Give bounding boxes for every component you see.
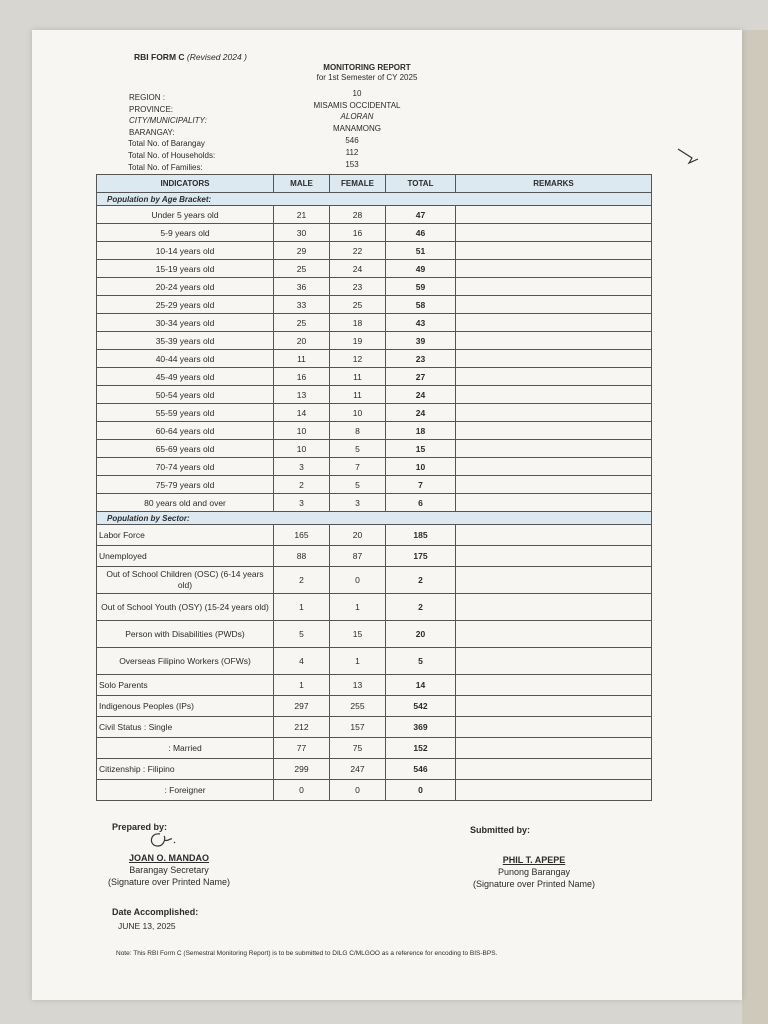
- male-cell: 21: [274, 206, 330, 224]
- table-row: [97, 404, 652, 422]
- indicator-cell: Civil Status : Single: [97, 717, 274, 738]
- total-cell: 43: [386, 314, 456, 332]
- table-row: [97, 476, 652, 494]
- prepared-by-note: (Signature over Printed Name): [107, 877, 231, 887]
- indicator-cell: 30-34 years old: [97, 314, 274, 332]
- remarks-cell: [456, 648, 652, 675]
- total-cell: 546: [386, 759, 456, 780]
- city-value: ALORAN: [340, 112, 374, 121]
- male-cell: 88: [274, 546, 330, 567]
- total-cell: 23: [386, 350, 456, 368]
- table-row: [97, 738, 652, 759]
- table-row: [97, 546, 652, 567]
- form-code: RBI FORM C: [134, 52, 185, 62]
- remarks-cell: [456, 260, 652, 278]
- signature-icon: [146, 830, 180, 852]
- table-row: [97, 717, 652, 738]
- male-cell: 299: [274, 759, 330, 780]
- total-families-value: 153: [345, 160, 359, 169]
- table-row: [97, 224, 652, 242]
- total-cell: 175: [386, 546, 456, 567]
- table-row: [97, 260, 652, 278]
- province-label: PROVINCE:: [129, 104, 174, 114]
- header-total: TOTAL: [386, 175, 456, 193]
- female-cell: 10: [330, 404, 386, 422]
- total-cell: 39: [386, 332, 456, 350]
- male-cell: 165: [274, 525, 330, 546]
- remarks-cell: [456, 314, 652, 332]
- date-accomplished-value: JUNE 13, 2025: [118, 921, 176, 931]
- remarks-cell: [456, 368, 652, 386]
- female-cell: 75: [330, 738, 386, 759]
- total-cell: 2: [386, 594, 456, 621]
- table-row: [97, 440, 652, 458]
- indicator-cell: 80 years old and over: [97, 494, 274, 512]
- male-cell: 30: [274, 224, 330, 242]
- total-cell: 152: [386, 738, 456, 759]
- total-cell: 0: [386, 780, 456, 801]
- indicator-cell: 15-19 years old: [97, 260, 274, 278]
- total-cell: 51: [386, 242, 456, 260]
- total-cell: 10: [386, 458, 456, 476]
- male-cell: 77: [274, 738, 330, 759]
- male-cell: 33: [274, 296, 330, 314]
- total-cell: 15: [386, 440, 456, 458]
- indicator-cell: Unemployed: [97, 546, 274, 567]
- indicator-cell: 20-24 years old: [97, 278, 274, 296]
- prepared-by-label: Prepared by:: [112, 822, 168, 832]
- submitted-by-position: Punong Barangay: [497, 867, 571, 877]
- table-row: [97, 525, 652, 546]
- pen-mark-icon: [676, 146, 702, 168]
- submitted-by-name: PHIL T. APEPE: [502, 855, 566, 865]
- city-label: CITY/MUNICIPALITY:: [129, 116, 207, 125]
- indicator-cell: 10-14 years old: [97, 242, 274, 260]
- female-cell: 247: [330, 759, 386, 780]
- table-row: [97, 350, 652, 368]
- table-row: [97, 759, 652, 780]
- female-cell: 157: [330, 717, 386, 738]
- female-cell: 24: [330, 260, 386, 278]
- total-cell: 6: [386, 494, 456, 512]
- male-cell: 1: [274, 594, 330, 621]
- male-cell: 297: [274, 696, 330, 717]
- female-cell: 1: [330, 648, 386, 675]
- report-subtitle: for 1st Semester of CY 2025: [316, 73, 418, 82]
- indicator-cell: 50-54 years old: [97, 386, 274, 404]
- female-cell: 5: [330, 440, 386, 458]
- total-barangay-label: Total No. of Barangay: [128, 139, 205, 148]
- indicator-cell: Under 5 years old: [97, 206, 274, 224]
- male-cell: 10: [274, 422, 330, 440]
- remarks-cell: [456, 386, 652, 404]
- remarks-cell: [456, 242, 652, 260]
- female-cell: 1: [330, 594, 386, 621]
- total-cell: 27: [386, 368, 456, 386]
- indicator-cell: 55-59 years old: [97, 404, 274, 422]
- age-section-title: Population by Age Bracket:: [97, 193, 652, 206]
- form-label: [134, 52, 247, 62]
- submitted-by-label: Submitted by:: [470, 825, 530, 835]
- male-cell: 3: [274, 458, 330, 476]
- male-cell: 3: [274, 494, 330, 512]
- remarks-cell: [456, 567, 652, 594]
- indicator-cell: 70-74 years old: [97, 458, 274, 476]
- total-cell: 20: [386, 621, 456, 648]
- female-cell: 0: [330, 780, 386, 801]
- female-cell: 23: [330, 278, 386, 296]
- female-cell: 20: [330, 525, 386, 546]
- remarks-cell: [456, 476, 652, 494]
- female-cell: 25: [330, 296, 386, 314]
- indicator-cell: Solo Parents: [97, 675, 274, 696]
- table-row: [97, 368, 652, 386]
- male-cell: 2: [274, 476, 330, 494]
- report-title-block: [272, 63, 462, 83]
- header-remarks: REMARKS: [456, 175, 652, 193]
- total-cell: 185: [386, 525, 456, 546]
- remarks-cell: [456, 404, 652, 422]
- table-row: [97, 242, 652, 260]
- table-row: [97, 696, 652, 717]
- male-cell: 11: [274, 350, 330, 368]
- remarks-cell: [456, 422, 652, 440]
- table-row: [97, 206, 652, 224]
- table-row: [97, 594, 652, 621]
- indicator-cell: Citizenship : Filipino: [97, 759, 274, 780]
- indicator-cell: 75-79 years old: [97, 476, 274, 494]
- male-cell: 36: [274, 278, 330, 296]
- male-cell: 0: [274, 780, 330, 801]
- remarks-cell: [456, 278, 652, 296]
- female-cell: 0: [330, 567, 386, 594]
- male-cell: 2: [274, 567, 330, 594]
- region-label: REGION :: [129, 93, 166, 102]
- total-cell: 46: [386, 224, 456, 242]
- remarks-cell: [456, 696, 652, 717]
- male-cell: 212: [274, 717, 330, 738]
- female-cell: 16: [330, 224, 386, 242]
- indicator-cell: 65-69 years old: [97, 440, 274, 458]
- total-cell: 7: [386, 476, 456, 494]
- prepared-by-name: JOAN O. MANDAO: [128, 853, 209, 863]
- female-cell: 11: [330, 386, 386, 404]
- male-cell: 5: [274, 621, 330, 648]
- female-cell: 3: [330, 494, 386, 512]
- form-revision: (Revised 2024 ): [186, 52, 247, 62]
- prepared-by-block: [94, 852, 244, 888]
- indicator-cell: 5-9 years old: [97, 224, 274, 242]
- female-cell: 28: [330, 206, 386, 224]
- remarks-cell: [456, 759, 652, 780]
- table-row: [97, 675, 652, 696]
- remarks-cell: [456, 206, 652, 224]
- prepared-by-position: Barangay Secretary: [129, 865, 209, 875]
- remarks-cell: [456, 525, 652, 546]
- table-row: [97, 494, 652, 512]
- indicator-cell: Out of School Youth (OSY) (15-24 years old): [97, 594, 274, 621]
- remarks-cell: [456, 224, 652, 242]
- table-header-row: [97, 175, 652, 193]
- total-cell: 18: [386, 422, 456, 440]
- total-cell: 2: [386, 567, 456, 594]
- table-row: [97, 332, 652, 350]
- table-row: [97, 458, 652, 476]
- indicator-cell: Person with Disabilities (PWDs): [97, 621, 274, 648]
- footer-note: Note: This RBI Form C (Semestral Monitoring Report) is to be submitted to DILG C/MLGOO as a reference for encoding to BIS-BPS.: [116, 950, 498, 957]
- indicator-cell: 60-64 years old: [97, 422, 274, 440]
- female-cell: 19: [330, 332, 386, 350]
- total-cell: 5: [386, 648, 456, 675]
- total-households-label: Total No. of Households:: [128, 151, 216, 160]
- remarks-cell: [456, 296, 652, 314]
- female-cell: 8: [330, 422, 386, 440]
- male-cell: 25: [274, 260, 330, 278]
- male-cell: 25: [274, 314, 330, 332]
- female-cell: 12: [330, 350, 386, 368]
- female-cell: 22: [330, 242, 386, 260]
- location-labels: [129, 92, 207, 138]
- header-female: FEMALE: [330, 175, 386, 193]
- male-cell: 16: [274, 368, 330, 386]
- totals-values: [322, 135, 382, 171]
- female-cell: 7: [330, 458, 386, 476]
- female-cell: 13: [330, 675, 386, 696]
- remarks-cell: [456, 738, 652, 759]
- table-row: [97, 422, 652, 440]
- total-cell: 58: [386, 296, 456, 314]
- report-title: MONITORING REPORT: [323, 63, 411, 72]
- remarks-cell: [456, 780, 652, 801]
- date-accomplished-label: Date Accomplished:: [112, 907, 199, 917]
- indicator-cell: Out of School Children (OSC) (6-14 years old): [97, 567, 274, 594]
- sector-section-header: [97, 512, 652, 525]
- indicator-cell: Labor Force: [97, 525, 274, 546]
- age-section-header: [97, 193, 652, 206]
- female-cell: 18: [330, 314, 386, 332]
- barangay-value: MANAMONG: [333, 123, 381, 133]
- total-cell: 24: [386, 386, 456, 404]
- header-indicators: INDICATORS: [97, 175, 274, 193]
- table-row: [97, 780, 652, 801]
- remarks-cell: [456, 458, 652, 476]
- document-sheet: [32, 30, 742, 1000]
- total-cell: 47: [386, 206, 456, 224]
- male-cell: 10: [274, 440, 330, 458]
- remarks-cell: [456, 440, 652, 458]
- total-families-label: Total No. of Families:: [128, 163, 203, 172]
- monitoring-table: [96, 174, 652, 801]
- indicator-cell: 40-44 years old: [97, 350, 274, 368]
- indicator-cell: Overseas Filipino Workers (OFWs): [97, 648, 274, 675]
- total-cell: 542: [386, 696, 456, 717]
- table-row: [97, 386, 652, 404]
- remarks-cell: [456, 675, 652, 696]
- table-row: [97, 314, 652, 332]
- total-cell: 49: [386, 260, 456, 278]
- page-edge-background: [742, 30, 768, 1024]
- male-cell: 1: [274, 675, 330, 696]
- indicator-cell: : Married: [97, 738, 274, 759]
- male-cell: 29: [274, 242, 330, 260]
- total-cell: 14: [386, 675, 456, 696]
- table-row: [97, 278, 652, 296]
- total-households-value: 112: [345, 148, 359, 157]
- total-cell: 369: [386, 717, 456, 738]
- remarks-cell: [456, 350, 652, 368]
- indicator-cell: Indigenous Peoples (IPs): [97, 696, 274, 717]
- sector-section-title: Population by Sector:: [97, 512, 652, 525]
- indicator-cell: : Foreigner: [97, 780, 274, 801]
- male-cell: 13: [274, 386, 330, 404]
- submitted-by-note: (Signature over Printed Name): [472, 879, 596, 889]
- remarks-cell: [456, 494, 652, 512]
- indicator-cell: 25-29 years old: [97, 296, 274, 314]
- female-cell: 15: [330, 621, 386, 648]
- barangay-label: BARANGAY:: [129, 127, 175, 137]
- location-values: [272, 88, 442, 134]
- remarks-cell: [456, 332, 652, 350]
- totals-labels: [128, 138, 215, 174]
- table-row: [97, 648, 652, 675]
- remarks-cell: [456, 546, 652, 567]
- female-cell: 5: [330, 476, 386, 494]
- total-cell: 59: [386, 278, 456, 296]
- remarks-cell: [456, 621, 652, 648]
- table-row: [97, 296, 652, 314]
- table-row: [97, 621, 652, 648]
- male-cell: 20: [274, 332, 330, 350]
- total-barangay-value: 546: [345, 136, 359, 145]
- province-value: MISAMIS OCCIDENTAL: [313, 100, 401, 110]
- total-cell: 24: [386, 404, 456, 422]
- indicator-cell: 35-39 years old: [97, 332, 274, 350]
- submitted-by-block: [454, 854, 614, 890]
- female-cell: 87: [330, 546, 386, 567]
- male-cell: 4: [274, 648, 330, 675]
- table-row: [97, 567, 652, 594]
- remarks-cell: [456, 717, 652, 738]
- female-cell: 255: [330, 696, 386, 717]
- male-cell: 14: [274, 404, 330, 422]
- indicator-cell: 45-49 years old: [97, 368, 274, 386]
- remarks-cell: [456, 594, 652, 621]
- female-cell: 11: [330, 368, 386, 386]
- region-value: 10: [352, 89, 362, 98]
- header-male: MALE: [274, 175, 330, 193]
